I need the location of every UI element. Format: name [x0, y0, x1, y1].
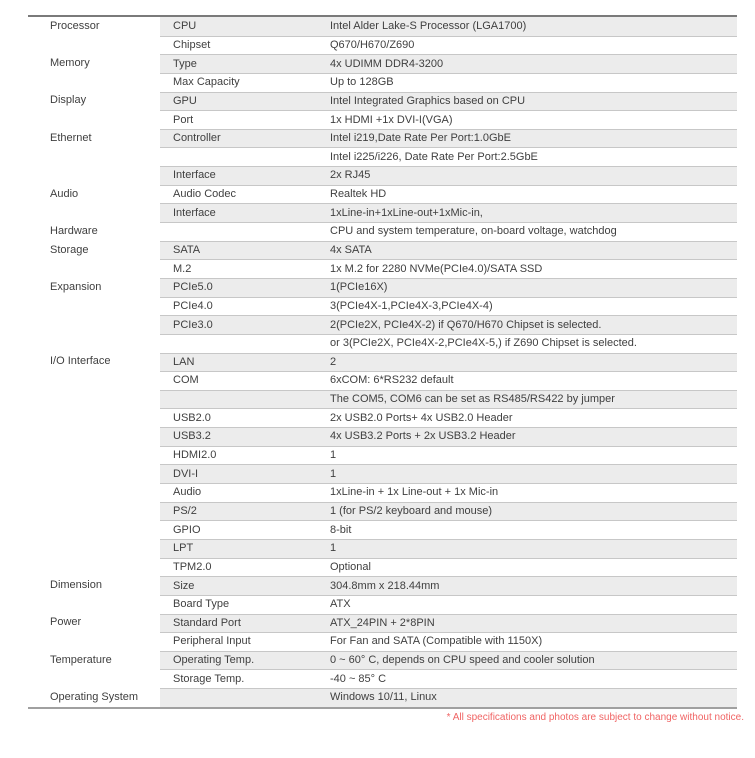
spec-value-cell: 1(PCIe16X) [330, 282, 388, 294]
spec-detail-cells [160, 129, 737, 148]
spec-category-cell [28, 259, 160, 278]
table-row [28, 297, 737, 316]
table-row [28, 129, 737, 148]
spec-category-cell [28, 166, 160, 185]
spec-value-cell: 3(PCIe4X-1,PCIe4X-3,PCIe4X-4) [330, 300, 493, 312]
spec-detail-cells [160, 558, 737, 577]
table-row [28, 36, 737, 55]
spec-detail-cells [160, 334, 737, 353]
spec-category-cell: Audio [50, 187, 79, 200]
table-row [28, 408, 737, 427]
spec-value-cell: 2x USB2.0 Ports+ 4x USB2.0 Header [330, 412, 513, 424]
spec-table [28, 15, 737, 709]
spec-detail-cells [160, 147, 737, 166]
spec-detail-cells [160, 36, 737, 55]
spec-category-cell [28, 483, 160, 502]
spec-item-cell: M.2 [173, 262, 192, 275]
spec-value-cell: 1 [330, 543, 337, 555]
spec-category-cell [28, 427, 160, 446]
spec-item-cell: HDMI2.0 [173, 449, 217, 462]
spec-category-cell [28, 632, 160, 651]
table-row [28, 558, 737, 577]
spec-value-cell: 4x UDIMM DDR4-3200 [330, 58, 444, 70]
table-row [28, 464, 737, 483]
spec-detail-cells [160, 595, 737, 614]
spec-detail-cells [160, 259, 737, 278]
spec-category-cell [28, 334, 160, 353]
spec-detail-cells [160, 241, 737, 260]
spec-detail-cells [160, 520, 737, 539]
spec-value-cell: ATX_24PIN + 2*8PIN [330, 617, 435, 629]
spec-category-cell: Hardware [50, 224, 98, 237]
spec-value-cell: Optional [330, 561, 371, 573]
spec-item-cell: Size [173, 579, 195, 592]
spec-category-cell [28, 36, 160, 55]
spec-value-cell: 1xLine-in+1xLine-out+1xMic-in, [330, 207, 483, 219]
spec-item-cell: PCIe3.0 [173, 318, 213, 331]
spec-category-cell [28, 110, 160, 129]
spec-category-cell: Processor [50, 19, 100, 32]
spec-item-cell: Type [173, 57, 197, 70]
spec-category-cell: Operating System [50, 690, 139, 703]
table-row [28, 576, 737, 595]
spec-category-cell: Dimension [50, 579, 102, 592]
spec-category-cell [28, 73, 160, 92]
table-row [28, 632, 737, 651]
spec-category-cell [28, 315, 160, 334]
spec-item-cell: Port [173, 113, 194, 126]
spec-item-cell: GPIO [173, 523, 201, 536]
spec-item-cell: USB3.2 [173, 430, 211, 443]
spec-detail-cells [160, 483, 737, 502]
spec-value-cell: 1xLine-in + 1x Line-out + 1x Mic-in [330, 487, 499, 499]
spec-detail-cells [160, 688, 737, 707]
table-row [28, 353, 737, 372]
spec-category-cell: Storage [50, 243, 89, 256]
spec-detail-cells [160, 315, 737, 334]
spec-category-cell [28, 297, 160, 316]
spec-detail-cells [160, 73, 737, 92]
spec-detail-cells [160, 539, 737, 558]
spec-category-cell: Ethernet [50, 131, 92, 144]
spec-category-cell [28, 539, 160, 558]
spec-category-cell [28, 446, 160, 465]
spec-category-cell: Expansion [50, 280, 102, 293]
spec-value-cell: 4x USB3.2 Ports + 2x USB3.2 Header [330, 431, 516, 443]
table-row [28, 669, 737, 688]
spec-category-cell [28, 669, 160, 688]
table-row [28, 688, 737, 707]
spec-detail-cells [160, 278, 737, 297]
spec-category-cell: Memory [50, 57, 90, 70]
table-row [28, 539, 737, 558]
table-row [28, 259, 737, 278]
spec-detail-cells [160, 651, 737, 670]
spec-category-cell [28, 558, 160, 577]
table-row [28, 502, 737, 521]
spec-item-cell: GPU [173, 94, 197, 107]
spec-value-cell: Intel Integrated Graphics based on CPU [330, 95, 526, 107]
spec-item-cell: DVI-I [173, 467, 199, 480]
table-row [28, 185, 737, 204]
spec-value-cell: For Fan and SATA (Compatible with 1150X) [330, 636, 543, 648]
spec-detail-cells [160, 669, 737, 688]
spec-detail-cells [160, 371, 737, 390]
table-row [28, 92, 737, 111]
table-row [28, 54, 737, 73]
spec-detail-cells [160, 576, 737, 595]
spec-item-cell: Interface [173, 206, 216, 219]
table-row [28, 651, 737, 670]
spec-item-cell: CPU [173, 20, 197, 33]
table-row [28, 595, 737, 614]
spec-category-cell: Display [50, 94, 87, 107]
spec-value-cell: ATX [330, 599, 351, 611]
table-row [28, 241, 737, 260]
spec-value-cell: 2 [330, 356, 337, 368]
spec-category-cell [28, 502, 160, 521]
disclaimer-footnote: * All specifications and photos are subject to change without notice. [446, 712, 744, 723]
table-row [28, 446, 737, 465]
spec-item-cell: SATA [173, 244, 201, 256]
spec-category-cell [28, 147, 160, 166]
spec-detail-cells [160, 185, 737, 204]
spec-detail-cells [160, 297, 737, 316]
spec-value-cell: CPU and system temperature, on-board voltage, watchdog [330, 226, 617, 238]
spec-value-cell: or 3(PCIe2X, PCIe4X-2,PCIe4X-5,) if Z690 Chipset is selected. [330, 338, 637, 350]
spec-item-cell: Board Type [173, 598, 230, 611]
spec-category-cell [28, 203, 160, 222]
spec-category-cell [28, 408, 160, 427]
spec-category-cell: Power [50, 616, 82, 629]
spec-item-cell: Max Capacity [173, 76, 240, 89]
spec-value-cell: Up to 128GB [330, 77, 394, 89]
spec-item-cell: USB2.0 [173, 411, 211, 424]
spec-category-cell [28, 390, 160, 409]
spec-category-cell [28, 595, 160, 614]
table-row [28, 166, 737, 185]
table-row [28, 390, 737, 409]
spec-detail-cells [160, 92, 737, 111]
spec-category-cell: Temperature [50, 653, 112, 666]
table-row [28, 203, 737, 222]
spec-detail-cells [160, 390, 737, 409]
spec-item-cell: LAN [173, 355, 195, 368]
table-row [28, 483, 737, 502]
spec-item-cell: Standard Port [173, 616, 241, 629]
table-row [28, 110, 737, 129]
table-row [28, 520, 737, 539]
spec-value-cell: 304.8mm x 218.44mm [330, 580, 440, 592]
spec-detail-cells [160, 464, 737, 483]
spec-item-cell: Peripheral Input [173, 635, 251, 648]
spec-item-cell: LPT [173, 542, 194, 555]
spec-value-cell: The COM5, COM6 can be set as RS485/RS422 by jumper [330, 394, 615, 406]
spec-value-cell: 1 [330, 468, 337, 480]
spec-detail-cells [160, 446, 737, 465]
spec-category-cell [28, 371, 160, 390]
spec-category-cell [28, 520, 160, 539]
table-row [28, 222, 737, 241]
spec-detail-cells [160, 203, 737, 222]
spec-detail-cells [160, 502, 737, 521]
table-row [28, 147, 737, 166]
spec-detail-cells [160, 110, 737, 129]
spec-category-cell: I/O Interface [50, 355, 111, 368]
spec-value-cell: Windows 10/11, Linux [330, 692, 437, 704]
spec-item-cell: PCIe5.0 [173, 281, 213, 294]
spec-category-cell [28, 464, 160, 483]
spec-item-cell: Chipset [173, 38, 211, 51]
spec-detail-cells [160, 166, 737, 185]
spec-value-cell: 8-bit [330, 524, 352, 536]
table-row [28, 614, 737, 633]
spec-value-cell: Intel i225/i226, Date Rate Per Port:2.5GbE [330, 151, 538, 163]
table-row [28, 73, 737, 92]
spec-value-cell: 1 [330, 450, 337, 462]
spec-value-cell: 1 (for PS/2 keyboard and mouse) [330, 505, 493, 517]
spec-item-cell: Interface [173, 169, 216, 182]
spec-detail-cells [160, 408, 737, 427]
spec-item-cell: Operating Temp. [173, 654, 255, 667]
spec-detail-cells [160, 427, 737, 446]
spec-item-cell: Controller [173, 132, 221, 145]
spec-item-cell: Audio Codec [173, 188, 236, 201]
spec-value-cell: 1x HDMI +1x DVI-I(VGA) [330, 114, 453, 126]
spec-item-cell: PCIe4.0 [173, 299, 213, 312]
spec-value-cell: Realtek HD [330, 189, 387, 201]
table-row [28, 427, 737, 446]
spec-detail-cells [160, 614, 737, 633]
spec-value-cell: 0 ~ 60° C, depends on CPU speed and cooler solution [330, 655, 595, 667]
spec-item-cell: Storage Temp. [173, 672, 245, 685]
table-row [28, 17, 737, 36]
spec-detail-cells [160, 17, 737, 36]
spec-detail-cells [160, 222, 737, 241]
table-row [28, 334, 737, 353]
spec-value-cell: 4x SATA [330, 245, 372, 256]
spec-detail-cells [160, 632, 737, 651]
spec-value-cell: 2(PCIe2X, PCIe4X-2) if Q670/H670 Chipset is selected. [330, 319, 602, 331]
spec-value-cell: Q670/H670/Z690 [330, 39, 415, 51]
spec-item-cell: TPM2.0 [173, 560, 212, 573]
spec-detail-cells [160, 353, 737, 372]
spec-value-cell: Intel Alder Lake-S Processor (LGA1700) [330, 21, 527, 33]
spec-value-cell: -40 ~ 85° C [330, 673, 387, 685]
table-row [28, 278, 737, 297]
spec-item-cell: PS/2 [173, 504, 197, 517]
spec-item-cell: COM [173, 374, 199, 387]
spec-value-cell: 2x RJ45 [330, 170, 371, 182]
spec-item-cell: Audio [173, 486, 202, 499]
spec-value-cell: Intel i219,Date Rate Per Port:1.0GbE [330, 133, 511, 145]
spec-value-cell: 6xCOM: 6*RS232 default [330, 375, 454, 387]
table-row [28, 315, 737, 334]
spec-value-cell: 1x M.2 for 2280 NVMe(PCIe4.0)/SATA SSD [330, 263, 543, 275]
spec-detail-cells [160, 54, 737, 73]
table-row [28, 371, 737, 390]
